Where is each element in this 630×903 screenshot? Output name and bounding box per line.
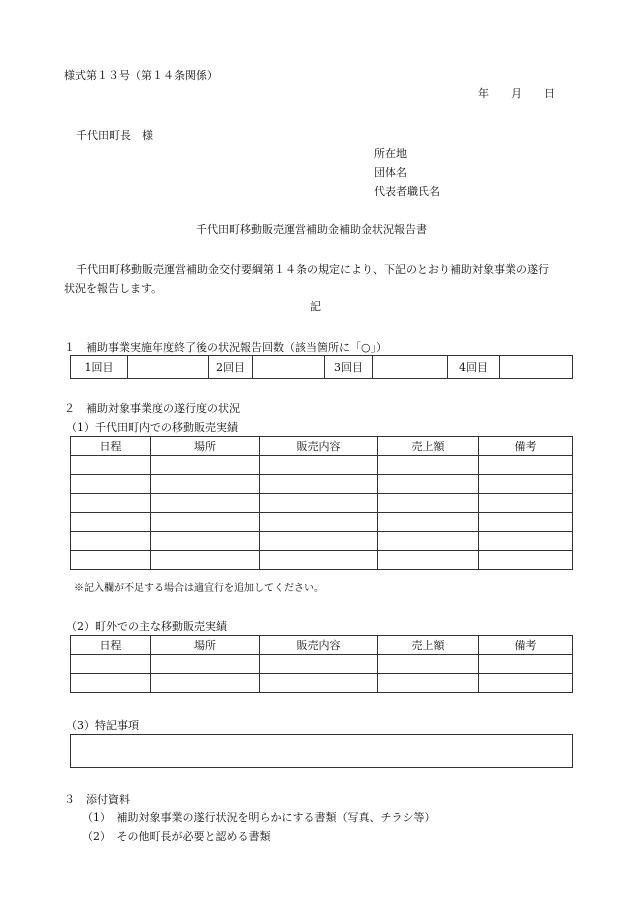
- body-text-line-2: 状況を報告します。: [64, 282, 163, 295]
- section2-heading: ２ 補助対象事業度の遂行度の状況: [64, 402, 240, 415]
- section2-sub1-heading: （1）千代田町内での移動販売実績: [66, 421, 238, 434]
- table-row: [71, 475, 573, 494]
- applicant-address-label: 所在地: [374, 147, 407, 160]
- table-row: [71, 551, 573, 570]
- column-header-sales: 売上額: [378, 437, 479, 456]
- section1-heading: １ 補助事業実施年度終了後の状況報告回数（該当箇所に「○」）: [64, 341, 388, 354]
- applicant-group-label: 団体名: [374, 166, 407, 179]
- table-note: ※記入欄が不足する場合は適宜行を追加してください。: [74, 583, 324, 594]
- column-header-remarks: 備考: [479, 636, 573, 655]
- external-sales-table: [70, 635, 573, 693]
- date-line: 年 月 日: [478, 87, 555, 100]
- column-header-place: 場所: [151, 636, 260, 655]
- column-header-place: 場所: [151, 437, 260, 456]
- column-header-date: 日程: [71, 636, 151, 655]
- section2-sub3-heading: （3）特記事項: [66, 719, 139, 732]
- attachment-item-2: （2） その他町長が必要と認める書類: [82, 830, 271, 843]
- report-count-label: 3回目: [325, 356, 373, 379]
- column-header-content: 販売内容: [260, 437, 378, 456]
- report-count-label: 1回目: [71, 356, 128, 379]
- table-row: [71, 456, 573, 475]
- column-header-content: 販売内容: [260, 636, 378, 655]
- report-count-label: 4回目: [448, 356, 500, 379]
- column-header-date: 日程: [71, 437, 151, 456]
- applicant-representative-label: 代表者職氏名: [374, 185, 440, 198]
- table-row: [71, 655, 573, 674]
- addressee: 千代田町長 様: [76, 129, 153, 142]
- attachment-item-1: （1） 補助対象事業の遂行状況を明らかにする書類（写真、チラシ等）: [82, 811, 436, 824]
- report-count-cell[interactable]: [373, 356, 448, 379]
- section2-sub2-heading: （2）町外での主な移動販売実績: [66, 620, 227, 633]
- section3-heading: ３ 添付資料: [64, 793, 130, 806]
- ki-label: 記: [310, 300, 321, 313]
- table-row: [71, 674, 573, 693]
- column-header-sales: 売上額: [378, 636, 479, 655]
- domestic-sales-table: [70, 436, 573, 570]
- body-text-line-1: 千代田町移動販売運営補助金交付要綱第１４条の規定により、下記のとおり補助対象事業の遂行: [76, 263, 549, 276]
- report-count-cell[interactable]: [253, 356, 325, 379]
- table-row: [71, 494, 573, 513]
- form-number: 様式第１３号（第１４条関係）: [64, 69, 218, 82]
- special-notes-box[interactable]: [70, 734, 573, 768]
- table-row: [71, 513, 573, 532]
- column-header-remarks: 備考: [479, 437, 573, 456]
- report-count-table: [70, 355, 573, 379]
- report-count-cell[interactable]: [500, 356, 573, 379]
- document-title: 千代田町移動販売運営補助金補助金状況報告書: [196, 223, 427, 236]
- report-count-cell[interactable]: [128, 356, 209, 379]
- report-count-label: 2回目: [209, 356, 253, 379]
- table-row: [71, 532, 573, 551]
